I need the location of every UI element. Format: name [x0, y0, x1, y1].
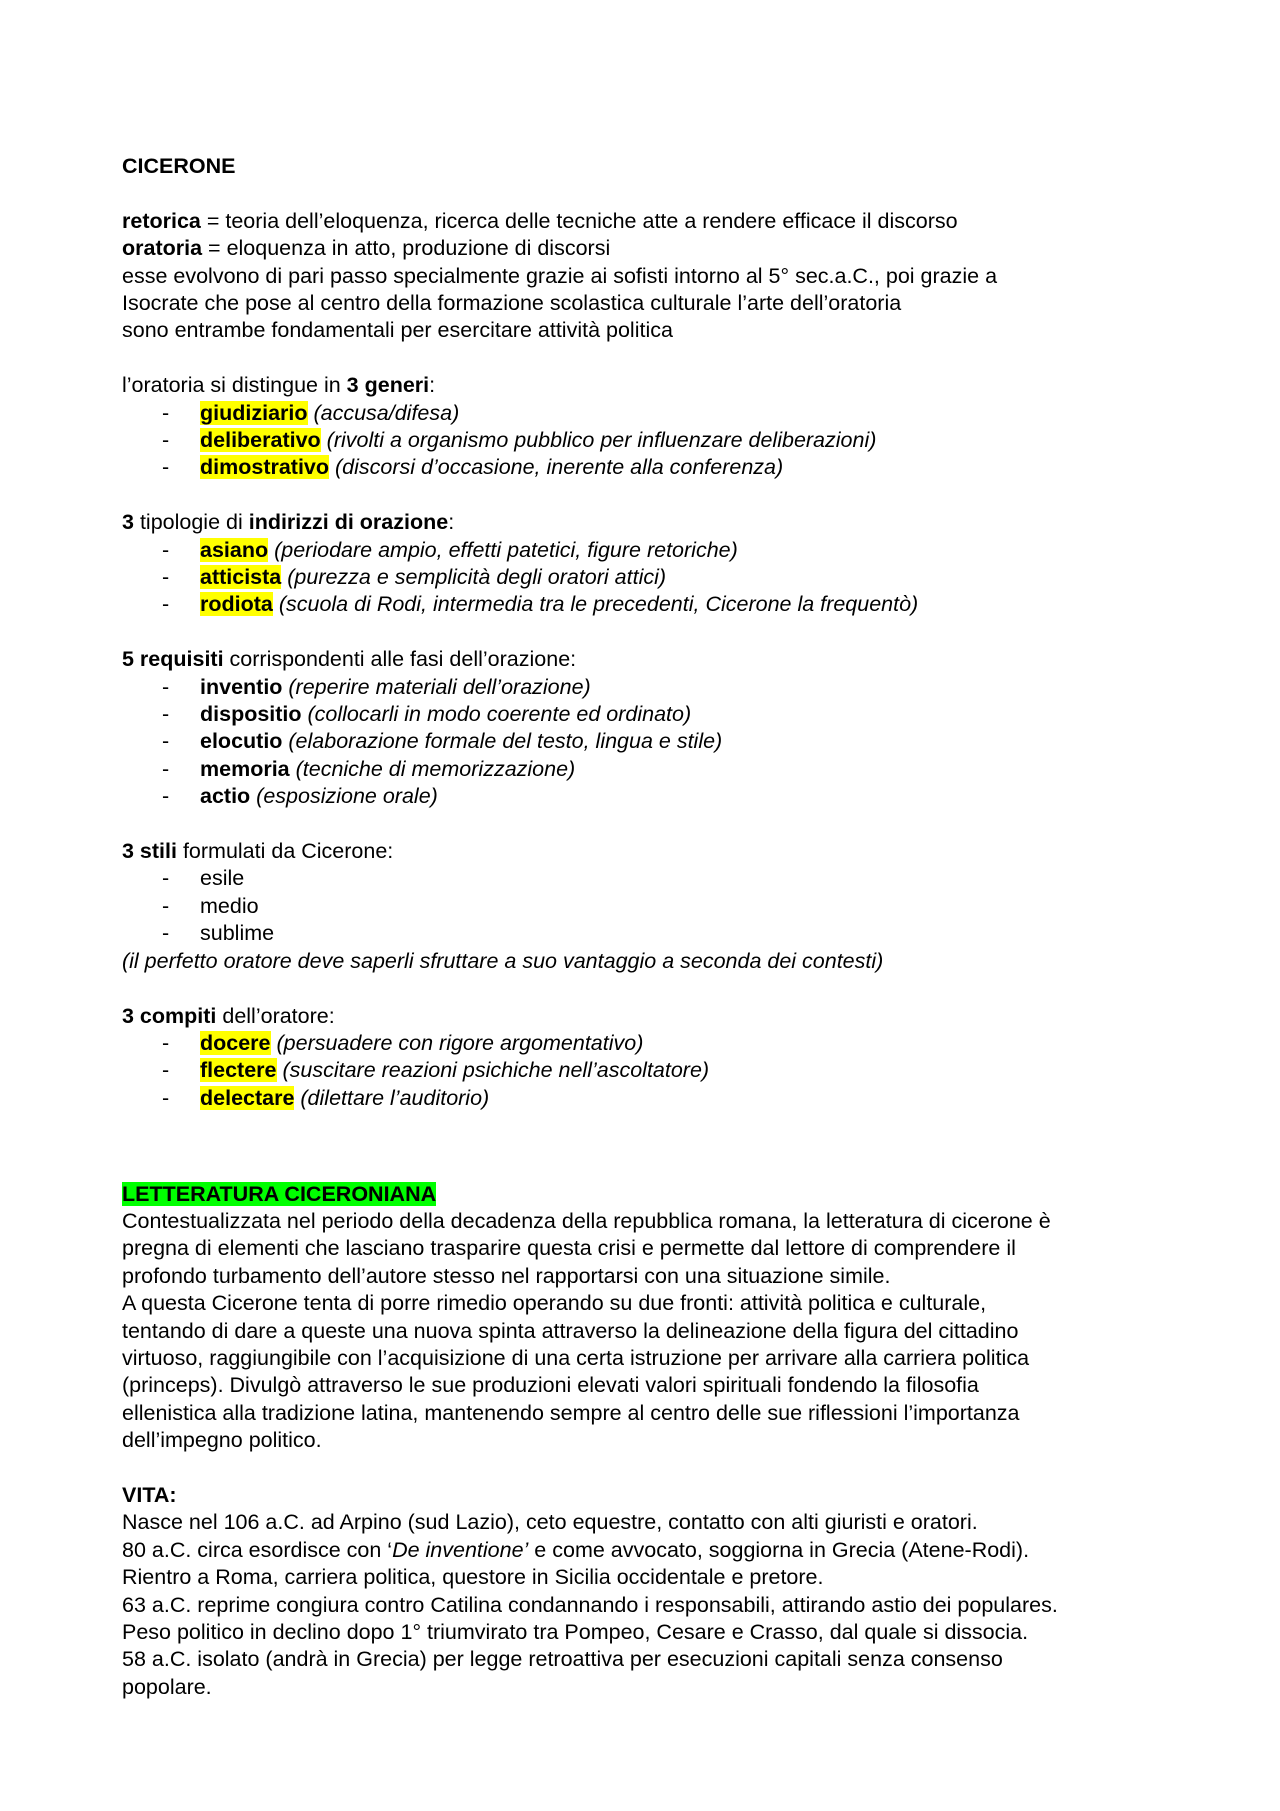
indirizzi-heading: 3 tipologie di indirizzi di orazione:: [122, 510, 455, 535]
vita-line: Peso politico in declino dopo 1° triumvirato tra Pompeo, Cesare e Crasso, dal quale si dissocia.: [122, 1620, 1029, 1644]
indirizzi-list: [122, 537, 1200, 619]
vita-heading: VITA:: [122, 1482, 177, 1507]
list-item: - flectere (suscitare reazioni psichiche nell’ascoltatore): [162, 1058, 710, 1083]
list-item: - rodiota (scuola di Rodi, intermedia tra le precedenti, Cicerone la frequentò): [162, 592, 919, 617]
list-item: - deliberativo (rivolti a organismo pubblico per influenzare deliberazioni): [162, 428, 877, 453]
stili-note: (il perfetto oratore deve saperli sfruttare a suo vantaggio a seconda dei contesti): [122, 948, 884, 973]
oratoria-definition: oratoria = eloquenza in atto, produzione di discorsi: [122, 236, 611, 261]
list-item: - dimostrativo (discorsi d’occasione, inerente alla conferenza): [162, 455, 784, 480]
paragraph-line: A questa Cicerone tenta di porre rimedio operando su due fronti: attività politica e culturale,: [122, 1291, 987, 1316]
vita-line: Rientro a Roma, carriera politica, questore in Sicilia occidentale e pretore.: [122, 1565, 824, 1590]
letteratura-heading: LETTERATURA CICERONIANA: [122, 1181, 437, 1206]
list-item: - delectare (dilettare l’auditorio): [162, 1085, 490, 1110]
spacer: [122, 1455, 1200, 1482]
paragraph-line: dell’impegno politico.: [122, 1428, 322, 1453]
intro-line: sono entrambe fondamentali per esercitare attività politica: [122, 318, 673, 343]
requisiti-heading: 5 requisiti corrispondenti alle fasi dell’orazione:: [122, 647, 577, 672]
list-item: - elocutio (elaborazione formale del testo, lingua e stile): [162, 729, 723, 754]
intro-line: esse evolvono di pari passo specialmente grazie ai sofisti intorno al 5° sec.a.C., poi grazie a: [122, 263, 998, 288]
paragraph-line: profondo turbamento dell’autore stesso nel rapportarsi con una situazione simile.: [122, 1263, 891, 1288]
list-item: - sublime: [162, 921, 275, 946]
list-item: - giudiziario (accusa/difesa): [162, 400, 460, 425]
spacer: [122, 180, 1200, 207]
vita-line: popolare.: [122, 1674, 212, 1699]
generi-list: [122, 400, 1200, 482]
list-item: - asiano (periodare ampio, effetti patetici, figure retoriche): [162, 537, 738, 562]
list-item: - memoria (tecniche di memorizzazione): [162, 756, 576, 781]
vita-line: 63 a.C. reprime congiura contro Catilina condannando i responsabili, attirando astio dei populares.: [122, 1592, 1058, 1617]
spacer: [122, 345, 1200, 372]
list-item: - atticista (purezza e semplicità degli oratori attici): [162, 565, 667, 590]
compiti-heading: 3 compiti dell’oratore:: [122, 1003, 335, 1028]
paragraph-line: Contestualizzata nel periodo della decadenza della repubblica romana, la letteratura di cicerone è: [122, 1208, 1051, 1233]
retorica-definition: retorica = teoria dell’eloquenza, ricerca delle tecniche atte a rendere efficace il discorso: [122, 208, 958, 233]
list-item: - docere (persuadere con rigore argomentativo): [162, 1030, 644, 1055]
list-item: - dispositio (collocarli in modo coerente ed ordinato): [162, 702, 692, 727]
spacer: [122, 1112, 1200, 1153]
compiti-list: [122, 1030, 1200, 1112]
list-item: - esile: [162, 866, 245, 891]
list-item: - medio: [162, 893, 259, 918]
stili-heading: 3 stili formulati da Cicerone:: [122, 839, 394, 864]
page-title: CICERONE: [122, 154, 236, 178]
vita-line: Nasce nel 106 a.C. ad Arpino (sud Lazio), ceto equestre, contatto con alti giuristi e oratori.: [122, 1510, 978, 1535]
paragraph-line: (princeps). Divulgò attraverso le sue produzioni elevati valori spirituali fondendo la filosofia: [122, 1373, 979, 1398]
spacer: [122, 619, 1200, 646]
vita-line: 58 a.C. isolato (andrà in Grecia) per legge retroattiva per esecuzioni capitali senza consenso: [122, 1647, 1003, 1672]
spacer: [122, 482, 1200, 509]
spacer: [122, 811, 1200, 838]
intro-line: Isocrate che pose al centro della formazione scolastica culturale l’arte dell’oratoria: [122, 291, 902, 316]
paragraph-line: pregna di elementi che lasciano trasparire questa crisi e permette dal lettore di comprendere il: [122, 1236, 1016, 1261]
stili-list: [122, 865, 1200, 947]
generi-heading: l’oratoria si distingue in 3 generi:: [122, 373, 436, 398]
spacer: [122, 1153, 1200, 1180]
vita-line: 80 a.C. circa esordisce con ‘De inventione’ e come avvocato, soggiorna in Grecia (Atene-Rodi).: [122, 1537, 1030, 1562]
paragraph-line: tentando di dare a queste una nuova spinta attraverso la delineazione della figura del cittadino: [122, 1318, 1019, 1343]
list-item: - inventio (reperire materiali dell’orazione): [162, 674, 591, 699]
requisiti-list: [122, 674, 1200, 811]
spacer: [122, 975, 1200, 1002]
list-item: - actio (esposizione orale): [162, 784, 438, 809]
paragraph-line: virtuoso, raggiungibile con l’acquisizione di una certa istruzione per arrivare alla carriera politica: [122, 1345, 1030, 1370]
paragraph-line: ellenistica alla tradizione latina, mantenendo sempre al centro delle sue riflessioni l’importanza: [122, 1400, 1020, 1425]
